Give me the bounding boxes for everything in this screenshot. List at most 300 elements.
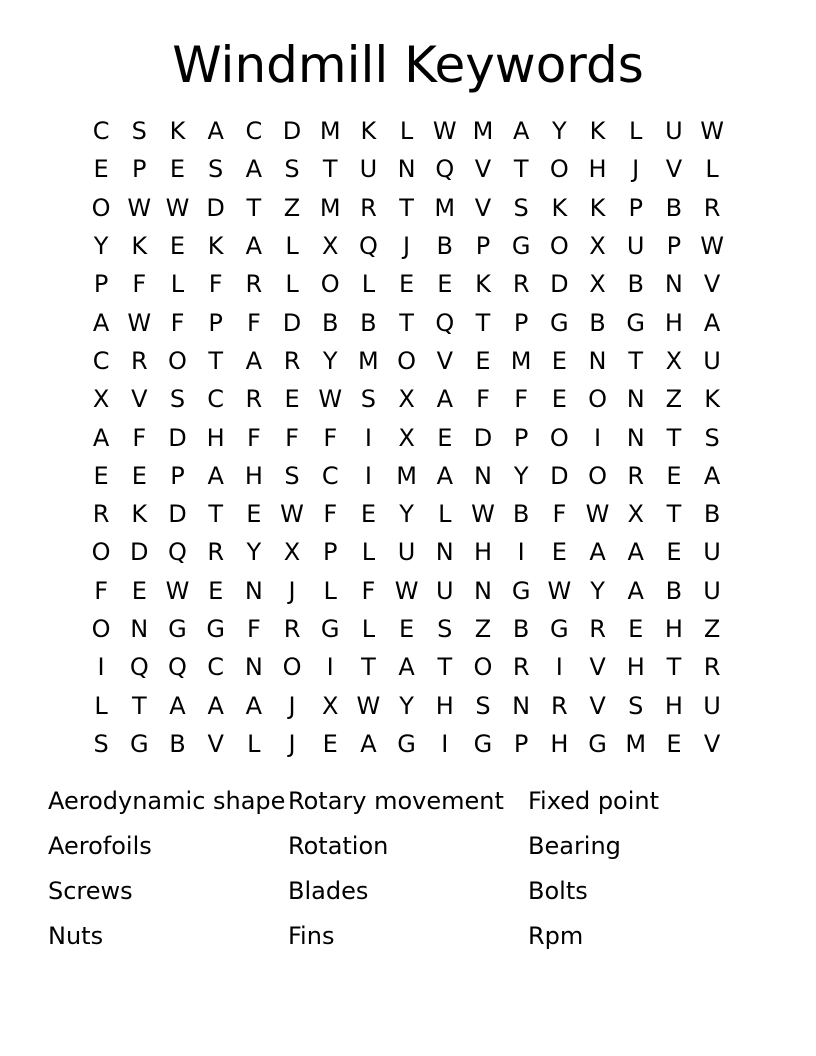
grid-letter: N [664, 270, 683, 299]
grid-row [82, 648, 732, 686]
grid-letter: L [399, 117, 414, 146]
grid-row [82, 189, 732, 227]
grid-letter: C [92, 117, 110, 146]
grid-letter: S [628, 691, 644, 720]
grid-letter: G [473, 729, 493, 758]
grid-letter: E [551, 538, 567, 567]
grid-letter: E [131, 576, 147, 605]
grid-letter: C [92, 346, 110, 375]
grid-letter: S [169, 385, 186, 414]
grid-letter: T [246, 193, 262, 222]
grid-letter: T [208, 500, 223, 529]
grid-letter: K [475, 270, 491, 299]
word-list [48, 778, 768, 958]
grid-letter: Y [246, 538, 262, 567]
grid-letter: F [246, 423, 261, 452]
grid-letter: X [92, 385, 110, 414]
grid-row [82, 265, 732, 303]
grid-letter: S [513, 193, 529, 222]
grid-letter: U [359, 155, 378, 184]
grid-letter: F [323, 423, 338, 452]
grid-letter: K [131, 232, 148, 261]
grid-letter: R [283, 615, 301, 643]
grid-letter: D [550, 461, 569, 490]
grid-letter: F [552, 500, 567, 529]
grid-letter: B [436, 232, 454, 261]
grid-letter: Y [513, 461, 529, 490]
grid-letter: H [473, 538, 492, 567]
word-list-item: Rpm [528, 921, 584, 950]
grid-letter: U [703, 346, 721, 375]
grid-letter: E [437, 270, 453, 299]
grid-letter: A [436, 385, 453, 414]
grid-letter: V [703, 729, 721, 758]
grid-letter: Q [435, 308, 455, 337]
grid-letter: H [664, 615, 683, 643]
grid-letter: D [550, 270, 569, 299]
grid-letter: H [588, 155, 607, 184]
grid-letter: X [321, 232, 339, 261]
grid-letter: T [208, 346, 223, 375]
word-list-row [48, 913, 768, 958]
grid-letter: T [666, 500, 682, 529]
grid-letter: T [666, 653, 682, 682]
letter-grid [82, 112, 732, 763]
grid-letter: A [512, 117, 530, 146]
grid-letter: E [93, 155, 109, 184]
grid-letter: A [589, 538, 606, 567]
grid-letter: G [550, 615, 569, 643]
grid-row [82, 572, 732, 610]
word-list-item: Aerodynamic shape [48, 786, 286, 815]
grid-letter: M [319, 193, 341, 222]
grid-letter: A [245, 232, 263, 261]
grid-letter: E [551, 346, 567, 375]
grid-letter: M [625, 729, 647, 758]
grid-letter: Z [665, 385, 683, 414]
grid-letter: W [356, 691, 381, 720]
grid-row [82, 533, 732, 571]
grid-row [82, 227, 732, 265]
grid-letter: C [207, 653, 225, 682]
word-list-item: Nuts [48, 921, 104, 950]
grid-letter: Z [474, 615, 492, 643]
grid-letter: E [399, 270, 415, 299]
grid-letter: P [628, 193, 643, 222]
grid-letter: A [398, 653, 415, 682]
grid-letter: G [320, 615, 340, 643]
grid-letter: F [514, 385, 529, 414]
grid-letter: A [703, 461, 721, 490]
grid-letter: L [629, 117, 643, 146]
grid-letter: X [627, 500, 644, 529]
grid-letter: N [244, 576, 263, 605]
grid-letter: V [131, 385, 148, 414]
grid-letter: R [589, 615, 606, 643]
grid-letter: D [168, 423, 187, 452]
word-list-item: Aerofoils [48, 831, 152, 860]
grid-letter: P [513, 729, 529, 758]
grid-letter: W [585, 500, 610, 529]
grid-letter: X [589, 232, 606, 261]
grid-letter: D [206, 193, 225, 222]
grid-letter: E [475, 346, 491, 375]
grid-letter: R [92, 500, 110, 529]
grid-letter: M [396, 461, 417, 490]
grid-letter: T [131, 691, 147, 720]
grid-letter: F [361, 576, 376, 605]
grid-letter: F [246, 615, 261, 643]
grid-row [82, 495, 732, 533]
grid-letter: G [129, 729, 149, 758]
grid-letter: A [245, 155, 263, 184]
grid-letter: U [703, 576, 721, 605]
grid-letter: A [92, 308, 110, 337]
grid-letter: S [131, 117, 147, 146]
grid-letter: O [588, 461, 607, 490]
grid-letter: D [130, 538, 149, 567]
grid-letter: E [169, 232, 186, 261]
grid-letter: E [360, 500, 376, 529]
grid-letter: Q [129, 653, 149, 682]
grid-letter: E [399, 615, 415, 643]
grid-row [82, 418, 732, 456]
grid-letter: F [323, 500, 338, 529]
grid-letter: J [288, 576, 296, 605]
grid-letter: S [360, 385, 377, 414]
grid-letter: L [285, 270, 299, 299]
grid-row [82, 150, 732, 188]
grid-letter: R [245, 270, 263, 299]
grid-letter: E [246, 500, 262, 529]
grid-letter: P [93, 270, 109, 299]
grid-letter: S [284, 155, 300, 184]
grid-letter: T [437, 653, 453, 682]
grid-letter: R [703, 193, 721, 222]
grid-letter: R [551, 691, 568, 720]
grid-letter: R [627, 461, 645, 490]
grid-letter: T [475, 308, 491, 337]
grid-letter: V [474, 155, 492, 184]
grid-row [82, 342, 732, 380]
grid-letter: B [360, 308, 377, 337]
grid-row [82, 725, 732, 763]
grid-letter: T [322, 155, 338, 184]
grid-letter: D [282, 117, 302, 146]
grid-letter: Y [322, 346, 338, 375]
grid-letter: M [510, 346, 532, 375]
grid-letter: P [475, 232, 491, 261]
grid-letter: K [360, 117, 377, 146]
grid-letter: A [207, 461, 224, 490]
grid-letter: Z [283, 193, 301, 222]
grid-letter: E [208, 576, 224, 605]
grid-letter: F [476, 385, 490, 414]
grid-letter: L [361, 538, 376, 567]
grid-letter: A [207, 117, 224, 146]
grid-letter: K [207, 232, 224, 261]
grid-letter: F [94, 576, 108, 605]
grid-letter: B [512, 615, 530, 643]
grid-letter: V [665, 155, 683, 184]
grid-letter: X [283, 538, 301, 567]
grid-letter: W [165, 576, 190, 605]
grid-letter: P [513, 308, 529, 337]
grid-letter: H [664, 308, 683, 337]
grid-letter: L [94, 691, 108, 720]
grid-letter: D [168, 500, 187, 529]
grid-letter: X [665, 346, 683, 375]
grid-letter: B [589, 308, 606, 337]
grid-letter: N [512, 691, 531, 720]
grid-letter: P [513, 423, 529, 452]
grid-letter: T [361, 653, 376, 682]
grid-letter: E [322, 729, 338, 758]
grid-letter: N [588, 346, 607, 375]
grid-letter: A [627, 576, 644, 605]
grid-letter: K [169, 117, 186, 146]
grid-letter: G [588, 729, 607, 758]
grid-letter: A [627, 538, 644, 567]
grid-letter: K [589, 117, 606, 146]
grid-letter: N [435, 538, 454, 567]
grid-letter: T [399, 193, 414, 222]
grid-letter: P [322, 538, 338, 567]
word-list-item: Screws [48, 876, 133, 905]
grid-letter: K [551, 193, 568, 222]
grid-letter: I [517, 538, 525, 567]
grid-letter: L [170, 270, 185, 299]
grid-letter: W [394, 576, 419, 605]
grid-row [82, 686, 732, 724]
grid-letter: W [280, 500, 304, 529]
grid-letter: I [326, 653, 334, 682]
grid-letter: G [511, 232, 531, 261]
grid-letter: N [473, 461, 492, 490]
grid-letter: W [165, 193, 190, 222]
grid-letter: W [471, 500, 495, 529]
word-list-row [48, 778, 768, 823]
word-list-item: Fixed point [528, 786, 660, 815]
grid-letter: E [437, 423, 453, 452]
grid-letter: U [435, 576, 454, 605]
grid-letter: H [244, 461, 263, 490]
grid-letter: B [512, 500, 530, 529]
grid-letter: H [206, 423, 225, 452]
grid-letter: J [403, 232, 411, 261]
grid-letter: K [704, 385, 720, 414]
grid-letter: C [207, 385, 225, 414]
word-list-row [48, 868, 768, 913]
grid-letter: G [550, 308, 569, 337]
grid-letter: I [441, 729, 449, 758]
grid-letter: L [361, 615, 376, 643]
grid-letter: A [92, 423, 110, 452]
grid-letter: V [207, 729, 224, 758]
grid-letter: N [130, 615, 149, 643]
grid-letter: M [319, 117, 341, 146]
grid-letter: H [664, 691, 683, 720]
grid-letter: X [321, 691, 339, 720]
grid-letter: R [207, 538, 224, 567]
grid-letter: F [208, 270, 223, 299]
grid-letter: L [438, 500, 452, 529]
grid-letter: Y [399, 691, 414, 720]
grid-letter: V [436, 346, 453, 375]
grid-letter: E [628, 615, 644, 643]
grid-letter: B [321, 308, 339, 337]
grid-letter: E [93, 461, 109, 490]
grid-letter: D [282, 308, 302, 337]
grid-letter: Q [435, 155, 455, 184]
grid-letter: M [472, 117, 494, 146]
grid-letter: J [288, 729, 296, 758]
grid-letter: Y [399, 500, 414, 529]
grid-letter: O [588, 385, 607, 414]
grid-letter: W [318, 385, 343, 414]
grid-letter: N [473, 576, 492, 605]
grid-letter: G [397, 729, 416, 758]
grid-letter: E [551, 385, 567, 414]
grid-letter: Q [168, 538, 187, 567]
grid-letter: I [364, 423, 372, 452]
grid-letter: P [208, 308, 223, 337]
grid-letter: Q [358, 232, 378, 261]
grid-letter: N [397, 155, 416, 184]
grid-letter: R [245, 385, 263, 414]
grid-letter: R [512, 653, 530, 682]
grid-letter: T [628, 346, 644, 375]
grid-letter: M [434, 193, 456, 222]
grid-letter: R [360, 193, 377, 222]
grid-letter: Y [590, 576, 605, 605]
grid-letter: I [364, 461, 372, 490]
grid-letter: W [700, 232, 724, 261]
grid-letter: O [168, 346, 187, 375]
grid-letter: O [473, 653, 493, 682]
grid-letter: X [398, 385, 415, 414]
grid-letter: F [132, 423, 147, 452]
grid-letter: O [91, 193, 111, 222]
grid-letter: M [358, 346, 379, 375]
grid-letter: S [437, 615, 453, 643]
grid-letter: P [132, 155, 147, 184]
grid-letter: O [320, 270, 340, 299]
grid-letter: C [321, 461, 339, 490]
grid-row [82, 112, 732, 150]
grid-letter: H [435, 691, 454, 720]
grid-letter: R [130, 346, 148, 375]
grid-letter: V [589, 691, 606, 720]
grid-letter: W [547, 576, 572, 605]
grid-letter: G [206, 615, 225, 643]
grid-letter: F [132, 270, 147, 299]
grid-letter: A [360, 729, 377, 758]
grid-letter: N [626, 385, 645, 414]
grid-letter: S [93, 729, 109, 758]
grid-letter: Q [168, 653, 187, 682]
word-list-item: Rotation [288, 831, 389, 860]
grid-letter: T [513, 155, 529, 184]
grid-letter: L [705, 155, 719, 184]
grid-letter: J [632, 155, 640, 184]
grid-letter: G [168, 615, 187, 643]
grid-letter: X [589, 270, 606, 299]
grid-letter: B [665, 576, 683, 605]
grid-letter: A [436, 461, 453, 490]
grid-letter: U [703, 538, 721, 567]
grid-letter: Y [552, 117, 567, 146]
grid-letter: H [550, 729, 569, 758]
grid-letter: B [169, 729, 186, 758]
grid-letter: A [703, 308, 721, 337]
grid-letter: O [91, 615, 111, 643]
grid-letter: E [666, 729, 682, 758]
grid-row [82, 457, 732, 495]
grid-letter: Y [93, 232, 109, 261]
grid-letter: E [169, 155, 186, 184]
grid-letter: I [97, 653, 105, 682]
grid-letter: K [131, 500, 148, 529]
grid-letter: O [282, 653, 302, 682]
grid-letter: O [549, 155, 569, 184]
grid-letter: A [245, 346, 263, 375]
grid-letter: W [432, 117, 457, 146]
grid-letter: G [626, 308, 646, 337]
grid-letter: E [666, 461, 682, 490]
grid-letter: U [703, 691, 721, 720]
grid-letter: B [665, 193, 683, 222]
grid-letter: R [512, 270, 530, 299]
grid-letter: G [511, 576, 531, 605]
grid-letter: B [627, 270, 644, 299]
word-list-item: Fins [288, 921, 335, 950]
grid-letter: U [397, 538, 416, 567]
grid-letter: A [207, 691, 224, 720]
grid-letter: S [284, 461, 300, 490]
grid-letter: Z [703, 615, 721, 643]
grid-letter: E [131, 461, 147, 490]
grid-letter: P [666, 232, 682, 261]
grid-letter: O [549, 423, 569, 452]
grid-letter: L [247, 729, 261, 758]
grid-letter: T [399, 308, 414, 337]
grid-letter: S [208, 155, 224, 184]
grid-row [82, 380, 732, 418]
grid-letter: I [593, 423, 602, 452]
grid-letter: X [398, 423, 415, 452]
grid-letter: U [665, 117, 683, 146]
grid-letter: U [626, 232, 645, 261]
grid-letter: W [700, 117, 724, 146]
grid-letter: H [626, 653, 645, 682]
grid-letter: S [475, 691, 491, 720]
grid-letter: K [589, 193, 606, 222]
grid-letter: V [474, 193, 492, 222]
grid-letter: C [245, 117, 263, 146]
grid-letter: N [244, 653, 263, 682]
grid-letter: R [703, 653, 721, 682]
grid-letter: L [323, 576, 337, 605]
grid-row [82, 303, 732, 341]
grid-letter: D [473, 423, 493, 452]
grid-letter: W [127, 193, 152, 222]
grid-letter: V [589, 653, 606, 682]
grid-letter: F [246, 308, 261, 337]
word-list-item: Bearing [528, 831, 621, 860]
word-list-item: Blades [288, 876, 369, 905]
page-title: Windmill Keywords [172, 36, 644, 94]
